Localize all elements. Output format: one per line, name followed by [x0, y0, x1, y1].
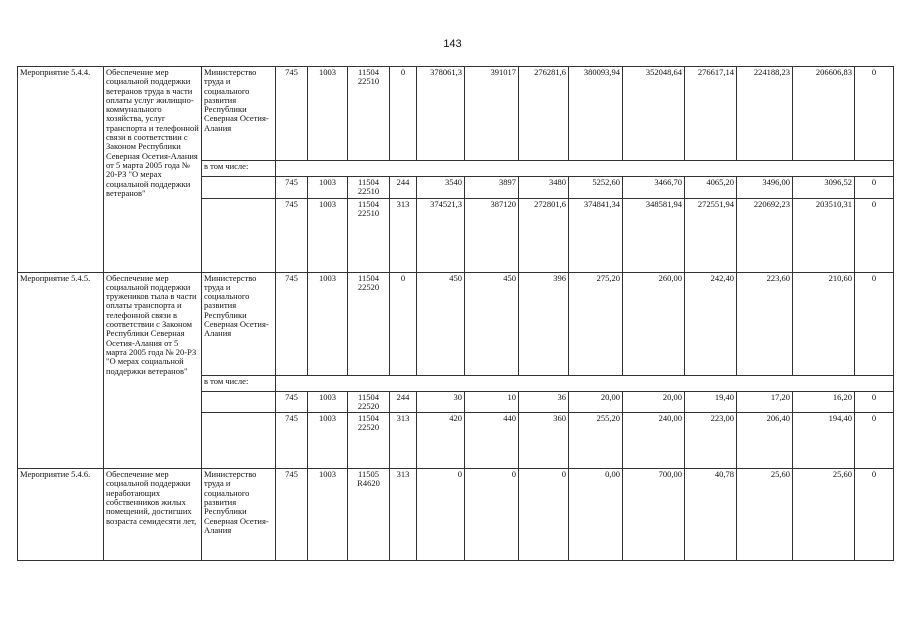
value-cell: 348581,94 [623, 198, 685, 272]
value-cell: 240,00 [623, 413, 685, 469]
value-cell: 11504 22510 [348, 177, 390, 199]
value-cell: 30 [417, 391, 465, 413]
value-cell: 1003 [308, 413, 348, 469]
value-cell: 210,60 [793, 272, 855, 375]
event-cell: Мероприятие 5.4.5. [18, 272, 104, 469]
value-cell: 0 [390, 272, 417, 375]
event-cell: Мероприятие 5.4.4. [18, 67, 104, 273]
value-cell: 20,00 [623, 391, 685, 413]
executor-cell: Министерство труда и социального развития Республики Северная Осетия-Алания [202, 272, 276, 375]
value-cell: 0 [855, 272, 894, 375]
value-cell: 0 [855, 391, 894, 413]
value-cell: 10 [465, 391, 519, 413]
value-cell: 380093,94 [569, 67, 623, 161]
value-cell: 11504 22510 [348, 67, 390, 161]
value-cell: 11505 R4620 [348, 469, 390, 561]
value-cell: 745 [276, 413, 308, 469]
value-cell: 36 [519, 391, 569, 413]
value-cell: 745 [276, 469, 308, 561]
value-cell: 17,20 [737, 391, 793, 413]
value-cell: 374521,3 [417, 198, 465, 272]
value-cell: 272801,6 [519, 198, 569, 272]
empty-cell [202, 177, 276, 199]
empty-cell [202, 413, 276, 469]
value-cell: 3466,70 [623, 177, 685, 199]
value-cell: 745 [276, 177, 308, 199]
value-cell: 276281,6 [519, 67, 569, 161]
value-cell: 223,60 [737, 272, 793, 375]
value-cell: 206,40 [737, 413, 793, 469]
value-cell: 276617,14 [685, 67, 737, 161]
value-cell: 244 [390, 177, 417, 199]
value-cell: 0 [855, 177, 894, 199]
value-cell: 396 [519, 272, 569, 375]
executor-cell: Министерство труда и социального развития Республики Северная Осетия-Алания [202, 469, 276, 561]
including-label: в том числе: [202, 375, 276, 391]
value-cell: 3480 [519, 177, 569, 199]
value-cell: 5252,60 [569, 177, 623, 199]
value-cell: 260,00 [623, 272, 685, 375]
value-cell: 20,00 [569, 391, 623, 413]
value-cell: 391017 [465, 67, 519, 161]
value-cell: 745 [276, 391, 308, 413]
value-cell: 450 [465, 272, 519, 375]
value-cell: 313 [390, 469, 417, 561]
value-cell: 1003 [308, 469, 348, 561]
value-cell: 313 [390, 413, 417, 469]
value-cell: 194,40 [793, 413, 855, 469]
value-cell: 25,60 [793, 469, 855, 561]
empty-cell [202, 391, 276, 413]
value-cell: 1003 [308, 177, 348, 199]
value-cell: 0 [417, 469, 465, 561]
value-cell: 11504 22520 [348, 272, 390, 375]
value-cell: 11504 22520 [348, 413, 390, 469]
value-cell: 360 [519, 413, 569, 469]
empty-cell [276, 375, 894, 391]
value-cell: 387120 [465, 198, 519, 272]
value-cell: 0 [855, 413, 894, 469]
value-cell: 40,78 [685, 469, 737, 561]
value-cell: 0 [390, 67, 417, 161]
value-cell: 440 [465, 413, 519, 469]
value-cell: 1003 [308, 67, 348, 161]
table-row [18, 272, 894, 375]
value-cell: 420 [417, 413, 465, 469]
value-cell: 272551,94 [685, 198, 737, 272]
value-cell: 242,40 [685, 272, 737, 375]
value-cell: 206606,83 [793, 67, 855, 161]
value-cell: 224188,23 [737, 67, 793, 161]
value-cell: 745 [276, 67, 308, 161]
value-cell: 25,60 [737, 469, 793, 561]
value-cell: 3540 [417, 177, 465, 199]
value-cell: 4065,20 [685, 177, 737, 199]
value-cell: 275,20 [569, 272, 623, 375]
event-cell: Мероприятие 5.4.6. [18, 469, 104, 561]
description-cell: Обеспечение мер социальной поддержки тружеников тыла в части оплаты транспорта и телефонной связи в соответствии с Законом Республики Северная Осетия-Алания от 5 марта 2005 года № 20-РЗ "О мерах социальной поддержки ветеранов" [104, 272, 202, 469]
value-cell: 223,00 [685, 413, 737, 469]
value-cell: 378061,3 [417, 67, 465, 161]
value-cell: 1003 [308, 198, 348, 272]
value-cell: 745 [276, 272, 308, 375]
value-cell: 244 [390, 391, 417, 413]
value-cell: 0 [465, 469, 519, 561]
value-cell: 700,00 [623, 469, 685, 561]
value-cell: 1003 [308, 272, 348, 375]
value-cell: 352048,64 [623, 67, 685, 161]
including-label: в том числе: [202, 161, 276, 177]
page-number: 143 [443, 38, 462, 50]
value-cell: 0 [855, 67, 894, 161]
value-cell: 11504 22520 [348, 391, 390, 413]
value-cell: 0 [519, 469, 569, 561]
table-row [18, 469, 894, 561]
value-cell: 0 [855, 469, 894, 561]
description-cell: Обеспечение мер социальной поддержки ветеранов труда в части оплаты услуг жилищно-коммунального хозяйства, услуг транспорта и телефонной связи в соответствии с Законом Республики Северная Осетия-Алания от 5 марта 2005 года № 20-РЗ "О мерах социальной поддержки ветеранов" [104, 67, 202, 273]
executor-cell: Министерство труда и социального развития Республики Северная Осетия-Алания [202, 67, 276, 161]
value-cell: 745 [276, 198, 308, 272]
value-cell: 3496,00 [737, 177, 793, 199]
value-cell: 16,20 [793, 391, 855, 413]
value-cell: 313 [390, 198, 417, 272]
value-cell: 19,40 [685, 391, 737, 413]
table-row [18, 67, 894, 161]
value-cell: 1003 [308, 391, 348, 413]
budget-table [17, 66, 894, 561]
empty-cell [202, 198, 276, 272]
value-cell: 374841,34 [569, 198, 623, 272]
value-cell: 255,20 [569, 413, 623, 469]
value-cell: 11504 22510 [348, 198, 390, 272]
value-cell: 450 [417, 272, 465, 375]
description-cell: Обеспечение мер социальной поддержки неработающих собственников жилых помещений, достигших возраста семидесяти лет, [104, 469, 202, 561]
value-cell: 3096,52 [793, 177, 855, 199]
value-cell: 220692,23 [737, 198, 793, 272]
value-cell: 0,00 [569, 469, 623, 561]
value-cell: 0 [855, 198, 894, 272]
value-cell: 3897 [465, 177, 519, 199]
value-cell: 203510,31 [793, 198, 855, 272]
empty-cell [276, 161, 894, 177]
